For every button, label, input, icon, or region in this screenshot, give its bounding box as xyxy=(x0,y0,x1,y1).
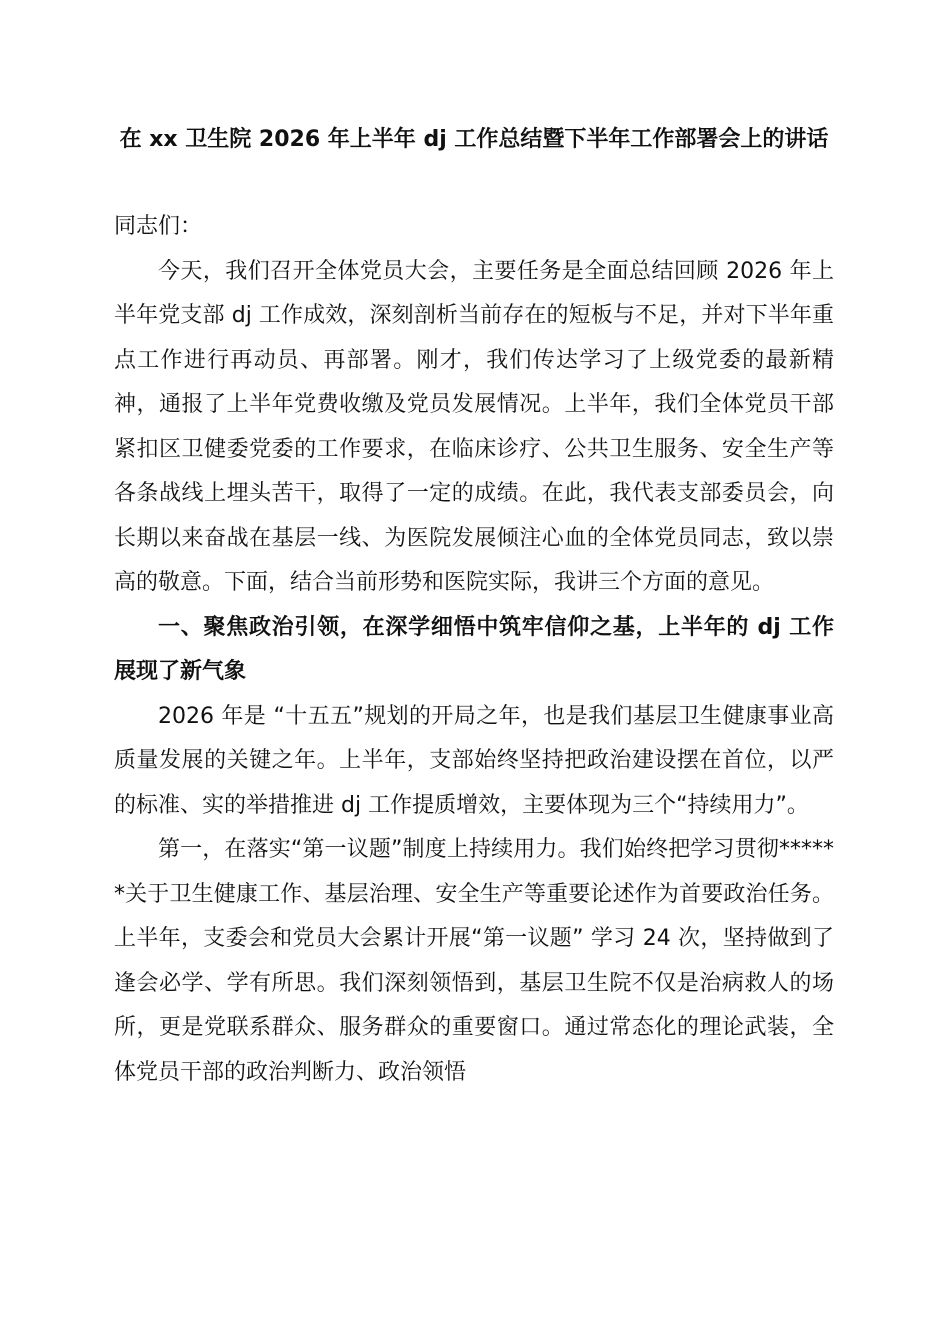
paragraph-intro: 今天，我们召开全体党员大会，主要任务是全面总结回顾 2026 年上半年党支部 dj 工作成效，深刻剖析当前存在的短板与不足，并对下半年重点工作进行再动员、再部署。刚才，我们传达学习了上级党委的最新精神，通报了上半年党费收缴及党员发展情况。上半年，我们全体党员干部紧扣区卫健委党委的工作要求，在临床诊疗、公共卫生服务、安全生产等各条战线上埋头苦干，取得了一定的成绩。在此，我代表支部委员会，向长期以来奋战在基层一线、为医院发展倾注心血的全体党员同志，致以崇高的敬意。下面，结合当前形势和医院实际，我讲三个方面的意见。 xyxy=(114,258,834,595)
paragraph-section-1: 2026 年是 “十五五”规划的开局之年，也是我们基层卫生健康事业高质量发展的关键之年。上半年，支部始终坚持把政治建设摆在首位，以严的标准、实的举措推进 dj 工作提质增效，主要体现为三个“持续用力”。 xyxy=(114,703,834,818)
document-body xyxy=(114,205,834,1095)
salutation: 同志们： xyxy=(114,214,203,239)
document-title: 在 xx 卫生院 2026 年上半年 dj 工作总结暨下半年工作部署会上的讲话 xyxy=(119,127,829,152)
section-heading-1: 一、聚焦政治引领，在深学细悟中筑牢信仰之基，上半年的 dj 工作展现了新气象 xyxy=(114,614,834,684)
paragraph-first-point: 第一，在落实“第一议题”制度上持续用力。我们始终把学习贯彻******关于卫生健康工作、基层治理、安全生产等重要论述作为首要政治任务。上半年，支委会和党员大会累计开展“第一议题” 学习 24 次，坚持做到了逢会必学、学有所思。我们深刻领悟到，基层卫生院不仅是治病救人的场所，更是党联系群众、服务群众的重要窗口。通过常态化的理论武装，全体党员干部的政治判断力、政治领悟 xyxy=(114,837,834,1085)
